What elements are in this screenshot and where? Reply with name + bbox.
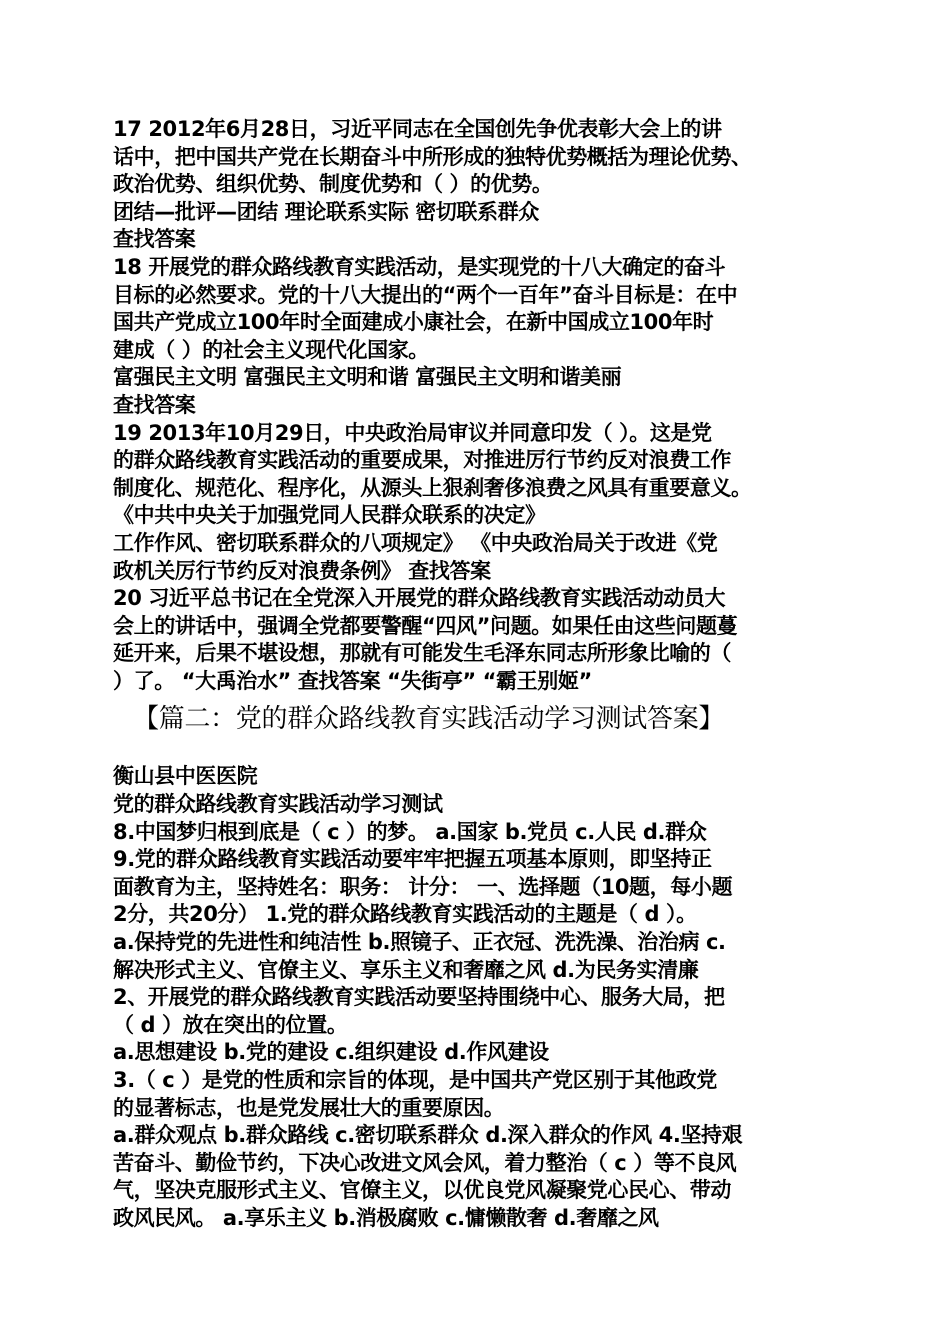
text-line: 政治优势、组织优势、制度优势和（ ）的优势。	[113, 172, 553, 197]
text-line: 苦奋斗、勤俭节约，下决心改进文风会风，着力整治（ c ）等不良风	[113, 1150, 737, 1175]
text-line: 17 2012年6月28日，习近平同志在全国创先争优表彰大会上的讲	[113, 117, 722, 141]
text-line: 9.党的群众路线教育实践活动要牢牢把握五项基本原则，即坚持正	[113, 847, 712, 872]
text-line: 的显著标志，也是党发展壮大的重要原因。	[113, 1095, 505, 1120]
text-line: 的群众路线教育实践活动的重要成果，对推进厉行节约反对浪费工作	[113, 448, 731, 473]
text-line: a.群众观点 b.群众路线 c.密切联系群众 d.深入群众的作风 4.坚持艰	[113, 1123, 743, 1148]
text-line: 衡山县中医医院	[113, 764, 258, 789]
text-line: 查找答案	[113, 392, 196, 417]
text-line: 话中，把中国共产党在长期奋斗中所形成的独特优势概括为理论优势、	[113, 144, 752, 169]
text-line: 团结—批评—团结 理论联系实际 密切联系群众	[113, 199, 539, 224]
section-heading: 【篇二：党的群众路线教育实践活动学习测试答案】	[133, 704, 725, 735]
text-line: 查找答案	[113, 227, 196, 252]
text-line: 党的群众路线教育实践活动学习测试	[113, 792, 443, 817]
text-line: 延开来，后果不堪设想，那就有可能发生毛泽东同志所形象比喻的（	[113, 641, 731, 666]
text-line: 建成（ ）的社会主义现代化国家。	[113, 337, 429, 362]
text-line: a.保持党的先进性和纯洁性 b.照镜子、正衣冠、洗洗澡、治治病 c.	[113, 930, 726, 955]
text-line: 2分，共20分） 1.党的群众路线教育实践活动的主题是（ d ）。	[113, 902, 697, 927]
text-line: 气，坚决克服形式主义、官僚主义，以优良党风凝聚党心民心、带动	[113, 1178, 731, 1203]
text-line: 3.（ c ）是党的性质和宗旨的体现，是中国共产党区别于其他政党	[113, 1068, 717, 1092]
text-line: a.思想建设 b.党的建设 c.组织建设 d.作风建设	[113, 1040, 549, 1065]
document-body	[113, 116, 843, 1233]
text-line: 政机关厉行节约反对浪费条例》 查找答案	[113, 558, 491, 583]
text-line: 19 2013年10月29日，中央政治局审议并同意印发（ ）。这是党	[113, 420, 712, 445]
text-line: 国共产党成立100年时全面建成小康社会，在新中国成立100年时	[113, 310, 714, 335]
text-line: 会上的讲话中，强调全党都要警醒“四风”问题。如果任由这些问题蔓	[113, 613, 738, 638]
text-line: 《中共中央关于加强党同人民群众联系的决定》	[113, 503, 546, 528]
text-line: 制度化、规范化、程序化，从源头上狠刹奢侈浪费之风具有重要意义。	[113, 475, 752, 500]
text-line: 解决形式主义、官僚主义、享乐主义和奢靡之风 d.为民务实清廉	[113, 957, 699, 982]
text-line: 18 开展党的群众路线教育实践活动，是实现党的十八大确定的奋斗	[113, 254, 726, 279]
part-one-text	[113, 116, 843, 695]
text-line: 工作作风、密切联系群众的八项规定》 《中央政治局关于改进《党	[113, 530, 718, 555]
text-line: 富强民主文明 富强民主文明和谐 富强民主文明和谐美丽	[113, 365, 622, 390]
part-two-text	[113, 763, 843, 1232]
text-line: 20 习近平总书记在全党深入开展党的群众路线教育实践活动动员大	[113, 586, 726, 611]
text-line: 2、开展党的群众路线教育实践活动要坚持围绕中心、服务大局，把	[113, 985, 725, 1010]
text-line: （ d ）放在突出的位置。	[113, 1012, 348, 1037]
text-line: ）了。 “大禹治水” 查找答案 “失街亭” “霸王别姬”	[113, 668, 592, 693]
text-line: 目标的必然要求。党的十八大提出的“两个一百年”奋斗目标是：在中	[113, 282, 738, 307]
text-line: 政风民风。 a.享乐主义 b.消极腐败 c.慵懒散奢 d.奢靡之风	[113, 1205, 659, 1230]
text-line: 8.中国梦归根到底是（ c ）的梦。 a.国家 b.党员 c.人民 d.群众	[113, 819, 707, 844]
text-line: 面教育为主，坚持姓名：职务： 计分： 一、选择题（10题，每小题	[113, 874, 733, 899]
